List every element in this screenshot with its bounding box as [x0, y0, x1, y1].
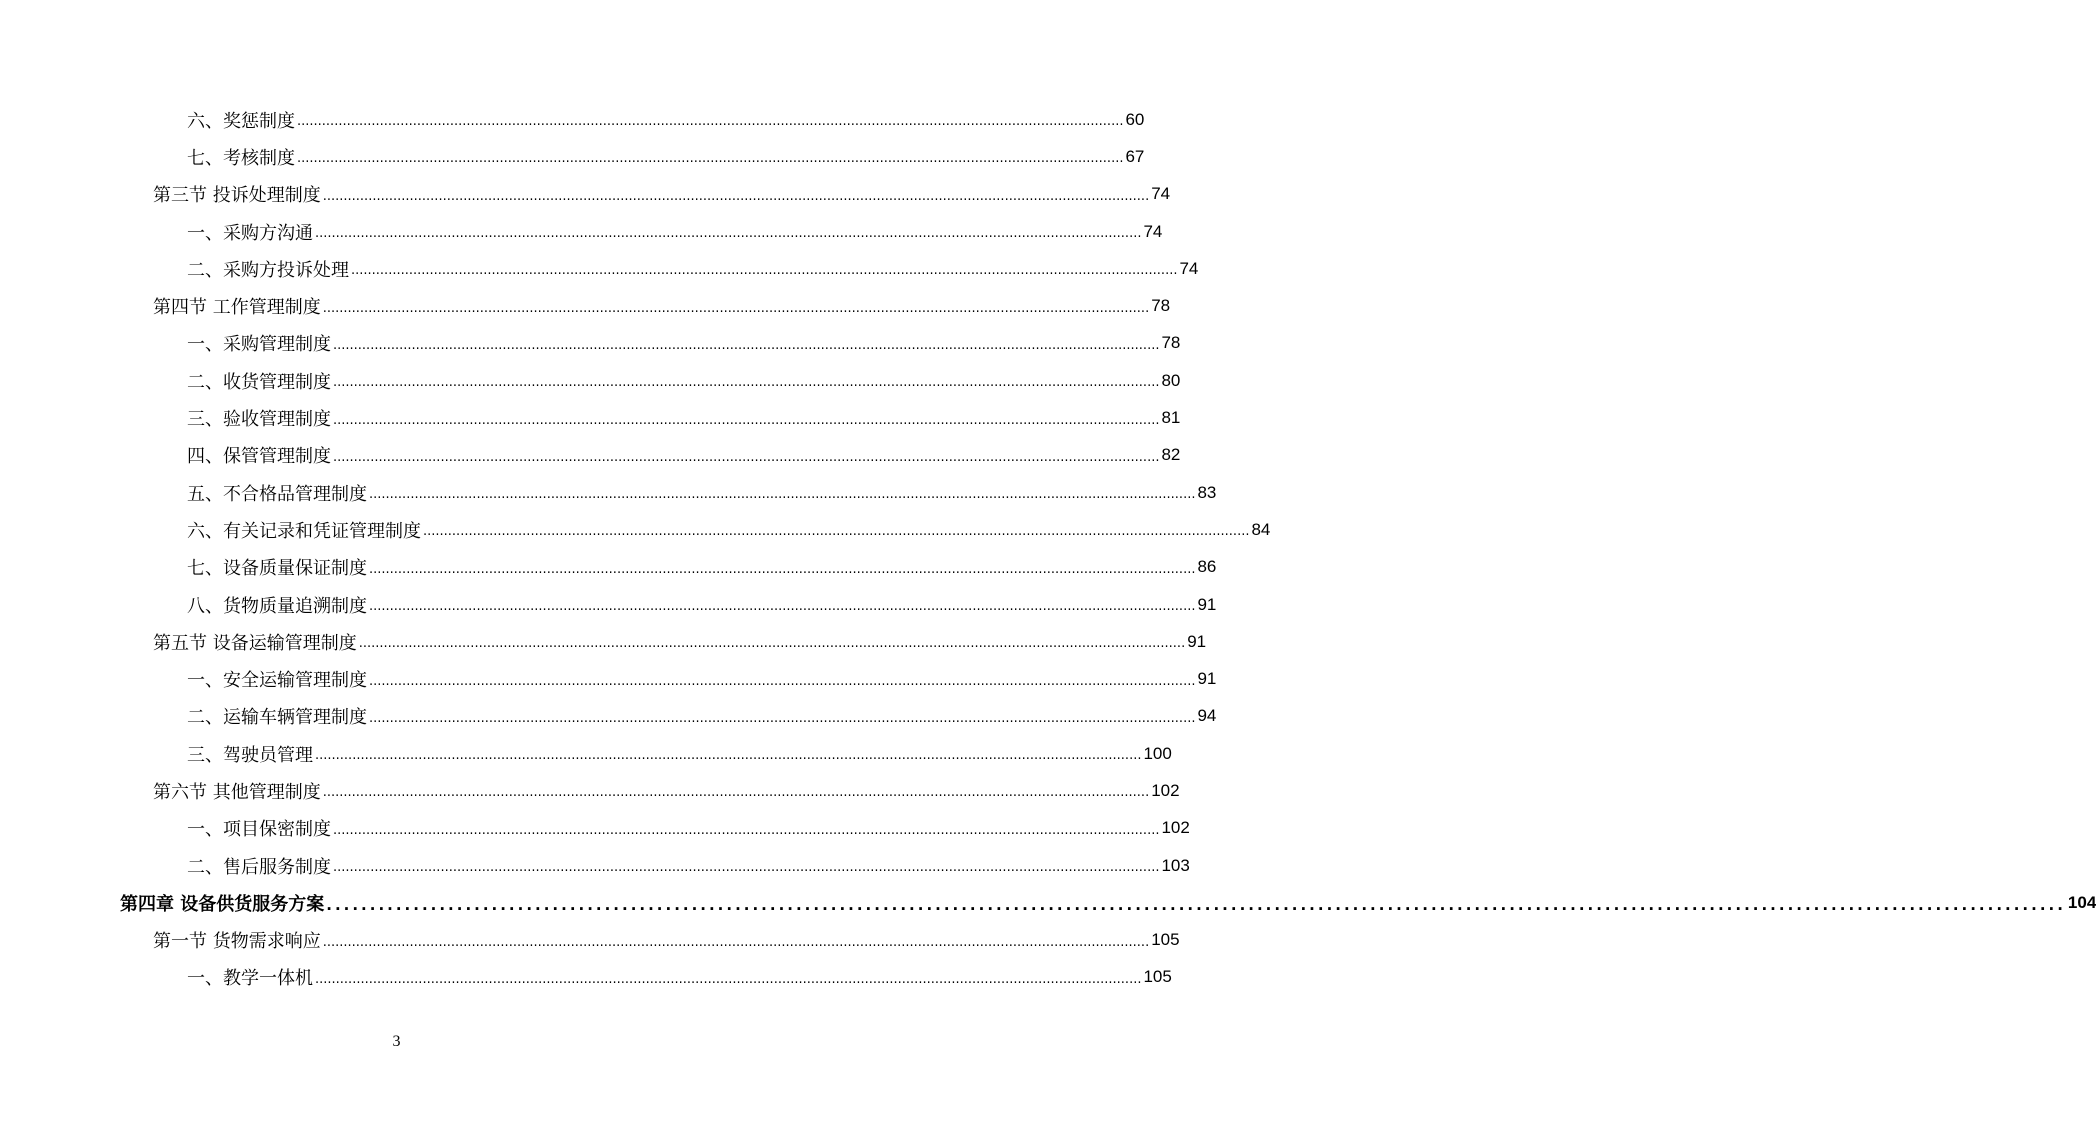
dot-leader: ........................................................................................................................................................................................................ — [351, 263, 1178, 279]
toc-entry[interactable] — [0, 437, 1181, 474]
dot-leader: ........................................................................................................................................................................................................ — [315, 971, 1142, 987]
toc-entry-title: 第四章 设备供货服务方案 — [120, 893, 325, 915]
dot-leader: ........................................................................................................................................................................................................ — [358, 636, 1186, 652]
toc-entry[interactable] — [0, 101, 1145, 138]
toc-entry[interactable] — [0, 176, 1171, 213]
dot-leader: ........................................................................................................................................................................................................ — [369, 487, 1196, 503]
toc-entry-page: 74 — [1151, 184, 1171, 204]
toc-entry-page: 74 — [1143, 221, 1163, 241]
toc-entry-title: 第五节 设备运输管理制度 — [153, 632, 357, 654]
dot-leader: ........................................................................................................................................................................................................ — [322, 785, 1150, 801]
toc-entry-page: 100 — [1143, 743, 1172, 763]
dot-leader: ........................................................................................................................................................................................................ — [423, 524, 1250, 540]
toc-entry-page: 105 — [1143, 967, 1172, 987]
toc-entry-title: 一、项目保密制度 — [187, 819, 331, 841]
toc-entry[interactable] — [0, 884, 2096, 921]
dot-leader: ........................................................................................................................................................................................................ — [322, 300, 1150, 316]
toc-entry-title: 七、设备质量保证制度 — [187, 558, 367, 580]
toc-entry-title: 二、售后服务制度 — [187, 856, 331, 878]
toc-entry-title: 四、保管管理制度 — [187, 446, 331, 468]
toc-entry-title: 一、教学一体机 — [187, 968, 313, 990]
dot-leader: ........................................................................................................................................................................................................ — [322, 934, 1150, 950]
dot-leader: ........................................................................................................................................................................................................ — [369, 599, 1196, 614]
toc-entry[interactable] — [0, 362, 1181, 399]
dot-leader: ........................................................................................................................................................................................................ — [297, 114, 1124, 130]
toc-entry[interactable] — [0, 138, 1145, 175]
toc-entry-title: 五、不合格品管理制度 — [187, 483, 367, 505]
toc-entry[interactable] — [0, 549, 1217, 586]
toc-entry-page: 84 — [1251, 519, 1271, 539]
toc-entry-page: 91 — [1197, 669, 1217, 689]
toc-entry[interactable] — [0, 660, 1217, 697]
toc-entry-page: 83 — [1197, 482, 1217, 502]
toc-entry[interactable] — [0, 847, 1190, 884]
toc-entry-page: 78 — [1161, 333, 1181, 353]
toc-entry-title: 六、有关记录和凭证管理制度 — [187, 520, 421, 542]
toc-entry-title: 第六节 其他管理制度 — [153, 781, 321, 803]
table-of-contents — [0, 101, 2096, 996]
dot-leader: ........................................................................................................................................................................................................ — [333, 860, 1160, 876]
toc-entry-title: 第三节 投诉处理制度 — [153, 185, 321, 207]
toc-entry[interactable] — [0, 698, 1217, 735]
toc-entry-title: 三、验收管理制度 — [187, 409, 331, 431]
dot-leader: ........................................................................................................................................................................................................ — [333, 822, 1160, 838]
dot-leader: ........................................................................................................................................................................................................ — [369, 561, 1196, 577]
toc-entry-page: 86 — [1197, 557, 1217, 577]
toc-entry-page: 104 — [2067, 892, 2096, 912]
dot-leader: ........................................................................................................................................................................................................ — [322, 188, 1150, 204]
toc-entry-page: 103 — [1161, 855, 1190, 875]
toc-entry-title: 八、货物质量追溯制度 — [187, 595, 367, 617]
toc-entry-page: 94 — [1197, 706, 1217, 726]
dot-leader: ........................................................................................................................................................................................................ — [333, 337, 1160, 353]
toc-entry[interactable] — [0, 959, 1172, 996]
toc-entry[interactable] — [0, 325, 1181, 362]
dot-leader: ........................................................................................................................................................................................................ — [333, 449, 1160, 465]
toc-entry-title: 二、收货管理制度 — [187, 371, 331, 393]
toc-entry-title: 一、安全运输管理制度 — [187, 670, 367, 692]
toc-entry[interactable] — [0, 922, 1180, 959]
dot-leader: ........................................................................................................................................................................................................ — [297, 151, 1124, 167]
toc-entry-title: 二、运输车辆管理制度 — [187, 707, 367, 729]
dot-leader: ........................................................................................................................................................................................................ — [333, 375, 1160, 391]
toc-entry[interactable] — [0, 213, 1163, 250]
toc-entry-title: 三、驾驶员管理 — [187, 744, 313, 766]
toc-entry[interactable] — [0, 250, 1199, 287]
dot-leader: ........................................................................................................................................................................................................ — [315, 748, 1142, 764]
toc-entry-title: 七、考核制度 — [187, 147, 295, 169]
toc-entry-page: 102 — [1151, 780, 1180, 800]
toc-entry-page: 82 — [1161, 445, 1181, 465]
toc-entry-page: 102 — [1161, 818, 1190, 838]
toc-entry-page: 105 — [1151, 930, 1180, 950]
toc-entry-title: 二、采购方投诉处理 — [187, 259, 349, 281]
toc-entry-page: 91 — [1197, 594, 1217, 614]
toc-entry[interactable] — [0, 623, 1207, 660]
toc-entry[interactable] — [0, 586, 1217, 623]
dot-leader: ........................................................................................................................................................................................................ — [315, 226, 1142, 242]
toc-entry-page: 60 — [1125, 109, 1145, 129]
toc-entry[interactable] — [0, 474, 1217, 511]
toc-entry-page: 91 — [1187, 631, 1207, 651]
toc-entry[interactable] — [0, 287, 1171, 324]
toc-entry-title: 六、奖惩制度 — [187, 110, 295, 132]
toc-entry-page: 81 — [1161, 408, 1181, 428]
toc-entry[interactable] — [0, 511, 1271, 548]
toc-entry-page: 74 — [1179, 258, 1199, 278]
toc-entry[interactable] — [0, 810, 1190, 847]
toc-entry[interactable] — [0, 399, 1181, 436]
toc-entry-title: 第一节 货物需求响应 — [153, 931, 321, 953]
page-number: 3 — [392, 1033, 401, 1050]
toc-entry-page: 80 — [1161, 370, 1181, 390]
toc-entry-title: 第四节 工作管理制度 — [153, 297, 321, 319]
toc-entry-page: 78 — [1151, 296, 1171, 316]
toc-entry-title: 一、采购方沟通 — [187, 222, 313, 244]
dot-leader: ........................................................................................................................................................................................................ — [369, 673, 1196, 689]
toc-entry[interactable] — [0, 735, 1172, 772]
toc-entry-page: 67 — [1125, 146, 1145, 166]
dot-leader: ........................................................................................................................................................................................................ — [333, 412, 1160, 428]
dot-leader: ........................................................................................................................................................................................................ — [369, 710, 1196, 726]
toc-entry[interactable] — [0, 772, 1180, 809]
dot-leader: ........................................................................................................................................................................................................ — [326, 895, 2066, 914]
toc-entry-title: 一、采购管理制度 — [187, 334, 331, 356]
